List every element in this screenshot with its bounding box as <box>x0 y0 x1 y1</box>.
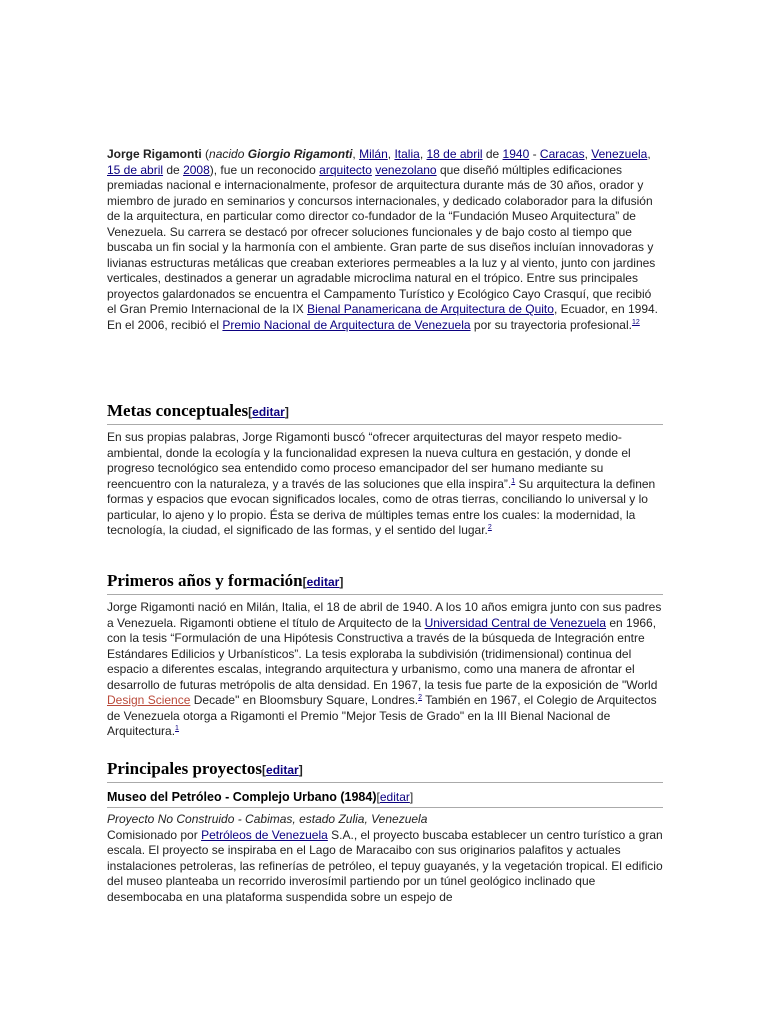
section-title: Principales proyectos <box>107 759 263 778</box>
born-label: nacido <box>209 147 245 161</box>
text-fragment: ( <box>201 147 210 161</box>
metas-paragraph <box>107 430 663 539</box>
text-fragment: Su arquitectura la definen formas y espacios que evocan significados locales, como de otras tierras, conciliando lo universal y lo particular, lo ajeno y lo propio. Ésta se deriva de múltiples temas entre los cuales: la modernidad, la tecnología, la ciudad, el significado de las formas, y el sentido del lugar. <box>107 476 656 537</box>
text-fragment: Decade" en Bloomsbury Square, Londres. <box>190 693 419 707</box>
metas-section <box>107 400 663 539</box>
link-caracas[interactable]: Caracas <box>539 147 585 161</box>
article-subject-name: Jorge Rigamonti <box>107 147 202 161</box>
primeros-paragraph <box>107 600 663 740</box>
subsection-title: Museo del Petróleo - Complejo Urbano (1984) <box>107 790 377 804</box>
link-ucv[interactable]: Universidad Central de Venezuela <box>424 615 607 630</box>
text-fragment: ), fue un reconocido <box>209 162 320 177</box>
section-title: Metas conceptuales <box>107 401 249 420</box>
link-birth-date[interactable]: 18 de abril <box>426 147 483 161</box>
text-fragment: en 1966, con la tesis “Formulación de una Hipótesis Constructiva a través de la búsqueda de Integración entre Estándares Edilicios y Urbanísticos”. La tesis exploraba la subdivisión (tridimensional) continua del espacio a diferentes escalas, integrando arquitectura y urbanismo, como una manera de afrontar el desarrollo de futuras metrópolis de alta densidad. En 1967, la tesis fue parte de la exposición de "World <box>107 615 658 692</box>
edit-section: [editar] <box>302 575 344 589</box>
reference-link[interactable]: 1 <box>511 477 516 485</box>
museo-paragraph <box>107 828 663 906</box>
reference-link[interactable]: 12 <box>631 318 640 326</box>
text-fragment: , Ecuador, en 1994. En el 2006, recibió el <box>107 302 659 332</box>
link-arquitecto[interactable]: arquitecto <box>319 162 372 177</box>
text-fragment: En sus propias palabras, Jorge Rigamonti buscó “ofrecer arquitecturas del mayor respeto medio-ambiental, donde la ecología y la funcionalidad expresen la nueva cultura en gestación, y donde el progreso tecnológico sea entendido como proceso emancipador del ser humano mediante su reencuentro con la naturaleza, y a través de las soluciones que ella inspira”. <box>107 430 631 491</box>
link-milan[interactable]: Milán <box>359 147 388 161</box>
edit-link[interactable]: editar <box>379 790 410 804</box>
proyectos-section <box>107 758 663 905</box>
reference-link[interactable]: 2 <box>418 694 423 701</box>
link-birth-year[interactable]: 1940 <box>502 147 530 161</box>
section-heading-primeros <box>107 570 663 595</box>
link-premio-nacional[interactable]: Premio Nacional de Arquitectura de Venezuela <box>222 317 471 332</box>
primeros-section <box>107 570 663 740</box>
birth-name: Giorgio Rigamonti <box>247 147 353 161</box>
edit-link[interactable]: editar <box>252 405 285 419</box>
link-death-date[interactable]: 15 de abril <box>107 162 164 177</box>
text-fragment: También en 1967, el Colegio de Arquitectos de Venezuela otorga a Rigamonti el Premio "Mejor Tesis de Grado" en la III Bienal Nacional de Arquitectura. <box>107 693 657 738</box>
project-caption: Proyecto No Construido - Cabimas, estado Zulia, Venezuela <box>107 812 428 826</box>
link-italia[interactable]: Italia <box>394 147 420 161</box>
link-death-year[interactable]: 2008 <box>183 162 210 177</box>
edit-section: [editar] <box>376 790 414 804</box>
link-venezolano[interactable]: venezolano <box>375 162 437 177</box>
reference-link[interactable]: 1 <box>175 725 179 732</box>
text-fragment: Comisionado por <box>107 827 202 842</box>
section-heading-proyectos <box>107 758 663 783</box>
text-fragment: de <box>163 162 184 177</box>
intro-section <box>107 147 663 333</box>
text-fragment: por su trayectoria profesional. <box>470 317 632 332</box>
text-fragment: - <box>529 147 540 161</box>
link-venezuela[interactable]: Venezuela <box>591 147 648 161</box>
edit-section: [editar] <box>262 763 303 777</box>
text-fragment: Jorge Rigamonti nació en Milán, Italia, el 18 de abril de 1940. A los 10 años emigra junto con sus padres a Venezuela. Rigamonti obtiene el título de Arquitecto de la <box>107 600 662 630</box>
text-fragment: S.A., el proyecto buscaba establecer un centro turístico a gran escala. El proyecto se inspiraba en el Lago de Maracaibo con sus originarios palafitos y actuales instalaciones petroleras, las refinerías de petróleo, el tepuy guayanés, y la vegetación tropical. El edificio del museo planteaba un recorrido inverosímil partiendo por un túnel geológico inclinado que desembocaba en una plataforma suspendida sobre un espejo de <box>107 827 663 904</box>
link-pdvsa[interactable]: Petróleos de Venezuela <box>201 827 328 842</box>
intro-paragraph: Jorge Rigamonti (nacido Giorgio Rigamonti, Milán, Italia, 18 de abril de 1940 - Caracas, Venezuela, 15 de abril de 2008), fue un reconocido arquitecto venezolano que diseñó múltiples edificaciones premiadas nacional e internacionalmente, profesor de arquitectura durante más de 30 años, orador y miembro de jurado en seminarios y concursos internacionales, y dedicado colaborador para la difusión de la arquitectura, en particular como director co-fundador de la “Fundación Museo Arquitectura” de Venezuela. Su carrera se destacó por ofrecer soluciones funcionales y de bajo costo al tiempo que buscaba un fin social y la harmonía con el ambiente. Gran parte de sus diseños incluían innovadoras y livianas estructuras metálicas que creaban exteriores permeables a la luz y al viento, junto con jardines verticales, destinados a generar un agradable microclima natural en el trópico. Entre sus principales proyectos galardonados se encuentra el Campamento Turístico y Ecológico Cayo Crasquí, que recibió el Gran Premio Internacional de la IX Bienal Panamericana de Arquitectura de Quito, Ecuador, en 1994. En el 2006, recibió el Premio Nacional de Arquitectura de Venezuela por su trayectoria profesional.$^{12}$ <box>107 147 659 332</box>
section-heading-metas <box>107 400 663 425</box>
edit-section: [editar] <box>248 405 289 419</box>
section-title: Primeros años y formación <box>107 571 303 590</box>
text-fragment: que diseñó múltiples edificaciones premiadas nacional e internacionalmente, profesor de arquitectura durante más de 30 años, orador y miembro de jurado en seminarios y concursos internacionales, y dedicado colaborador para la difusión de la arquitectura, en particular como director co-fundador de la “Fundación Museo Arquitectura” de Venezuela. Su carrera se destacó por ofrecer soluciones funcionales y de bajo costo al tiempo que buscaba un fin social y la harmonía con el ambiente. Gran parte de sus diseños incluían innovadoras y livianas estructuras metálicas que creaban exteriores permeables a la luz y al viento, junto con jardines verticales, destinados a generar un agradable microclima natural en el trópico. Entre sus principales proyectos galardonados se encuentra el Campamento Turístico y Ecológico Cayo Crasquí, que recibió el Gran Premio Internacional de la IX <box>107 162 656 316</box>
museo-caption <box>107 812 663 828</box>
reference-link[interactable]: 2 <box>487 524 492 531</box>
subsection-heading-museo <box>107 788 663 808</box>
link-design-science[interactable]: Design Science <box>107 693 191 707</box>
text-fragment: de <box>482 147 503 161</box>
edit-link[interactable]: editar <box>306 575 340 589</box>
link-bienal-quito[interactable]: Bienal Panamericana de Arquitectura de Quito <box>307 302 554 316</box>
edit-link[interactable]: editar <box>266 763 299 777</box>
